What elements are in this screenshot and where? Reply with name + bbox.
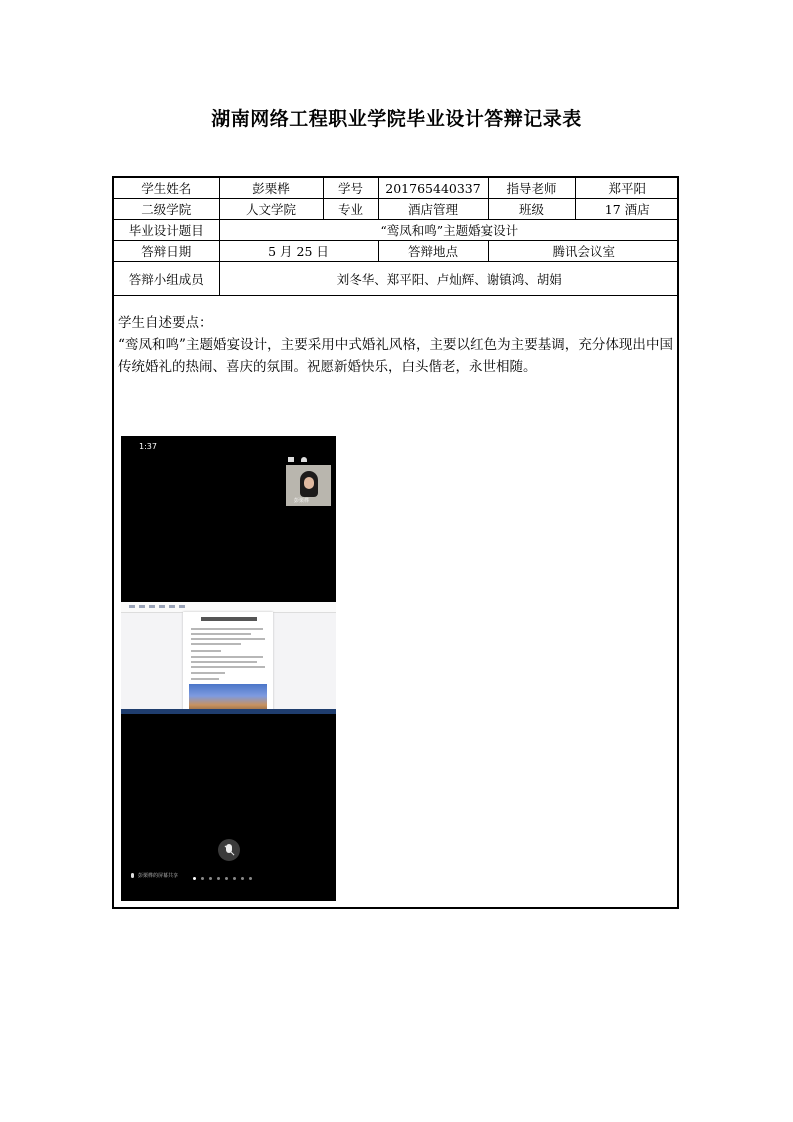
college-value: 人文学院 bbox=[219, 199, 323, 220]
table-row bbox=[114, 178, 679, 199]
defense-record-form bbox=[112, 176, 679, 909]
table-row bbox=[114, 199, 679, 220]
place-label: 答辩地点 bbox=[378, 241, 488, 262]
place-value: 腾讯会议室 bbox=[488, 241, 679, 262]
date-value: 5 月 25 日 bbox=[219, 241, 378, 262]
shared-screen bbox=[121, 602, 336, 714]
self-statement-label: 学生自述要点： bbox=[118, 315, 213, 331]
signal-icon bbox=[288, 457, 294, 462]
college-label: 二级学院 bbox=[114, 199, 219, 220]
shared-taskbar bbox=[121, 709, 336, 714]
participant-face bbox=[304, 477, 314, 489]
status-icons bbox=[286, 443, 326, 450]
student-name-label: 学生姓名 bbox=[114, 178, 219, 199]
self-statement-section bbox=[118, 312, 673, 378]
participant-name: 彭栗桦 bbox=[294, 498, 310, 504]
class-value: 17 酒店 bbox=[575, 199, 679, 220]
page-indicator bbox=[193, 865, 257, 869]
student-id-value: 201765440337 bbox=[378, 178, 488, 199]
major-label: 专业 bbox=[323, 199, 378, 220]
topic-value: “鸾凤和鸣”主题婚宴设计 bbox=[219, 220, 679, 241]
small-mic-icon bbox=[131, 873, 134, 878]
document-title: 湖南网络工程职业学院毕业设计答辩记录表 bbox=[211, 108, 582, 130]
participant-video-thumbnail[interactable] bbox=[286, 465, 331, 506]
mic-muted-icon[interactable] bbox=[218, 839, 240, 861]
student-id-label: 学号 bbox=[323, 178, 378, 199]
class-label: 班级 bbox=[488, 199, 575, 220]
panel-value: 刘冬华、郑平阳、卢灿辉、谢镇鸿、胡娟 bbox=[219, 262, 679, 296]
shared-document-page bbox=[183, 612, 273, 714]
panel-label: 答辩小组成员 bbox=[114, 262, 219, 296]
table-row bbox=[114, 262, 679, 296]
advisor-value: 郑平阳 bbox=[575, 178, 679, 199]
wifi-icon bbox=[301, 457, 307, 462]
info-table bbox=[114, 178, 679, 296]
advisor-label: 指导老师 bbox=[488, 178, 575, 199]
major-value: 酒店管理 bbox=[378, 199, 488, 220]
meeting-screenshot bbox=[121, 436, 336, 901]
topic-label: 毕业设计题目 bbox=[114, 220, 219, 241]
table-row bbox=[114, 220, 679, 241]
student-name-value: 彭栗桦 bbox=[219, 178, 323, 199]
self-statement-body: “鸾凤和鸣”主题婚宴设计，主要采用中式婚礼风格，主要以红色为主要基调，充分体现出中国传统婚礼的热闹、喜庆的氛围。祝愿新婚快乐，白头偕老，永世相随。 bbox=[118, 337, 673, 375]
status-time: 1:37 bbox=[139, 442, 157, 451]
shared-doc-title bbox=[201, 617, 257, 621]
date-label: 答辩日期 bbox=[114, 241, 219, 262]
table-row bbox=[114, 241, 679, 262]
screen-share-text: 彭栗桦的屏幕共享 bbox=[138, 873, 179, 879]
screen-share-label bbox=[131, 872, 178, 879]
